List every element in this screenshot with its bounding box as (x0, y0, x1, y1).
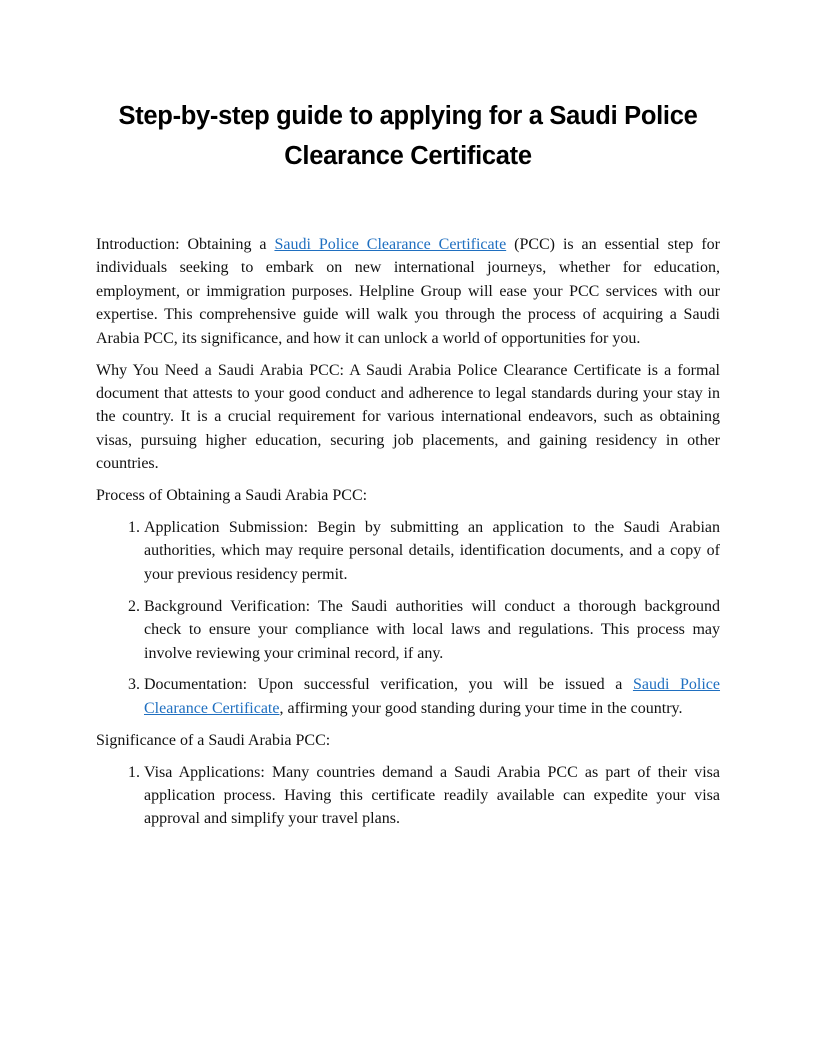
step-text-before: Documentation: Upon successful verification, you will be issued a (144, 676, 633, 694)
process-steps-list (96, 516, 720, 720)
document-title: Step-by-step guide to applying for a Saudi Police Clearance Certificate (118, 102, 698, 170)
document-body (96, 233, 720, 839)
pcc-link[interactable]: Saudi Police Clearance Certificate (144, 676, 721, 717)
why-paragraph: Why You Need a Saudi Arabia PCC: A Saudi Arabia Police Clearance Certificate is a formal document that attests to your good conduct and adherence to legal standards during your stay in the country. It is a crucial requirement for various international endeavors, such as obtaining visas, pursuing higher education, securing job placements, and gaining residency in other countries. (96, 361, 720, 473)
pcc-link[interactable]: Saudi Police Clearance Certificate (274, 236, 507, 253)
intro-text-before: Introduction: Obtaining a (96, 236, 275, 253)
process-step: 1. Application Submission: Begin by submitting an application to the Saudi Arabian authorities, which may require personal details, identification documents, and a copy of your previous residency permit. (144, 516, 720, 586)
process-step (144, 673, 720, 720)
process-step: 2. Background Verification: The Saudi authorities will conduct a thorough background check to ensure your compliance with local laws and regulations. This process may involve reviewing your criminal record, if any. (144, 595, 720, 665)
step-text-after: , affirming your good standing during your time in the country. (279, 699, 683, 717)
significance-heading: Significance of a Saudi Arabia PCC: (96, 731, 331, 749)
intro-paragraph (96, 233, 720, 350)
process-heading: Process of Obtaining a Saudi Arabia PCC: (96, 487, 368, 505)
significance-list (96, 761, 720, 831)
significance-item: 1. Visa Applications: Many countries demand a Saudi Arabia PCC as part of their visa application process. Having this certificate readily available can expedite your visa approval and simplify your travel plans. (144, 761, 720, 831)
intro-text-after: (PCC) is an essential step for individuals seeking to embark on new international journeys, whether for education, employment, or immigration purposes. Helpline Group will ease your PCC services with our expertise. This comprehensive guide will walk you through the process of acquiring a Saudi Arabia PCC, its significance, and how it can unlock a world of opportunities for you. (96, 236, 720, 347)
